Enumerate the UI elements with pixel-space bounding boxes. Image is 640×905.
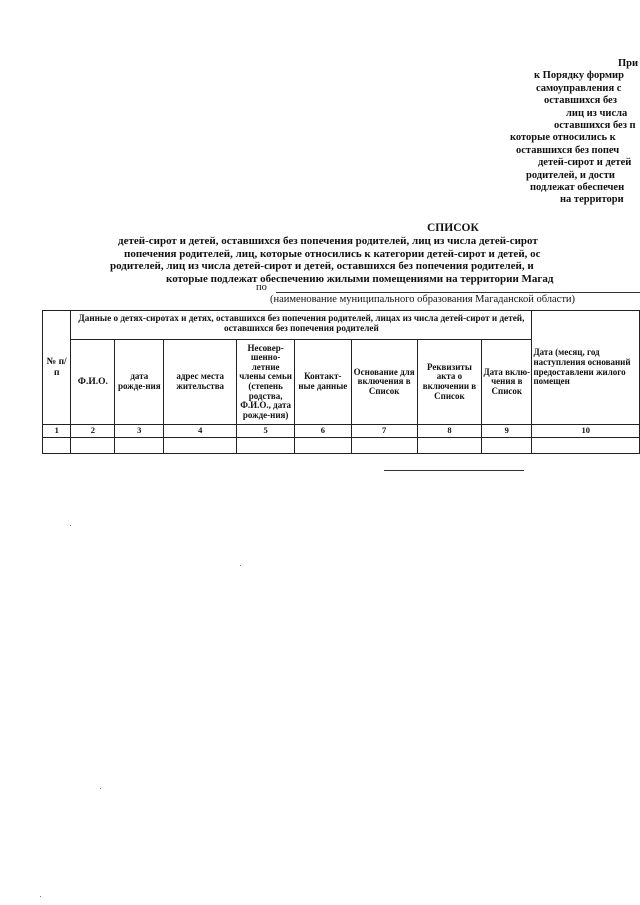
appendix-line: детей-сирот и детей (538, 157, 632, 169)
appendix-line: При (618, 58, 639, 69)
appendix-block (500, 58, 640, 207)
title-line: попечения родителей, лиц, которые относились к категории детей-сирот и детей, ос (124, 247, 541, 260)
title-line: родителей, лиц из числа детей-сирот и детей, оставшихся без попечения родителей, и (110, 260, 534, 273)
column-number: 7 (351, 425, 417, 438)
table-cell (115, 438, 164, 454)
table-cell (417, 438, 481, 454)
column-number: 2 (71, 425, 115, 438)
table-cell (295, 438, 351, 454)
appendix-line: оставшихся без (544, 95, 617, 107)
scan-speck (40, 896, 41, 897)
document-title (110, 222, 640, 285)
table-cell (71, 438, 115, 454)
title-line: которые подлежат обеспечению жилыми помещениями на территории Магад (166, 272, 554, 285)
table-cell (351, 438, 417, 454)
table-cell (237, 438, 295, 454)
appendix-line: которые относились к (510, 132, 616, 144)
appendix-line: оставшихся без п (554, 120, 636, 132)
appendix-line: родителей, и дости (526, 169, 615, 181)
scan-speck (70, 525, 71, 526)
column-number: 8 (417, 425, 481, 438)
title-heading: СПИСОК (427, 222, 479, 234)
col-last-header: Дата (месяц, год наступления оснований предоставлени жилого помещен (532, 311, 640, 425)
po-label: по (256, 282, 267, 293)
column-number: 5 (237, 425, 295, 438)
appendix-line: лиц из числа (566, 107, 628, 119)
table-cell (532, 438, 640, 454)
municipality-caption: (наименование муниципального образования Магаданской области) (270, 294, 576, 305)
col-contacts-header: Контакт-ные данные (295, 340, 351, 425)
col-basis-header: Основание для включения в Список (351, 340, 417, 425)
col-date-header: Дата вклю-чения в Список (482, 340, 532, 425)
scan-speck (100, 788, 101, 789)
col-num-header: № п/п (43, 311, 71, 425)
col-birth-header: дата рожде-ния (115, 340, 164, 425)
col-address-header: адрес места жительства (164, 340, 237, 425)
appendix-line: подлежат обеспечен (530, 182, 625, 194)
numbering-row (43, 425, 640, 438)
appendix-line: на территори (560, 194, 624, 206)
appendix-line: к Порядку формир (534, 70, 624, 82)
table-cell (164, 438, 237, 454)
col-fio-header: Ф.И.О. (71, 340, 115, 425)
table-row (43, 438, 640, 454)
column-number: 1 (43, 425, 71, 438)
col-act-header: Реквизиты акта о включении в Список (417, 340, 481, 425)
column-number: 4 (164, 425, 237, 438)
signature-line (384, 470, 524, 471)
column-number: 3 (115, 425, 164, 438)
municipality-fill-line (276, 292, 640, 293)
title-line: детей-сирот и детей, оставшихся без попечения родителей, лиц из числа детей-сирот (118, 235, 538, 248)
column-number: 6 (295, 425, 351, 438)
col-family-header: Несовер-шенно-летние члены семьи (степень родства, Ф.И.О., дата рожде-ния) (237, 340, 295, 425)
column-number: 9 (482, 425, 532, 438)
table-cell (482, 438, 532, 454)
group-header: Данные о детях-сиротах и детях, оставшихся без попечения родителей, лицах из числа детей-сирот и детей, оставшихся без попечения родителей (71, 311, 532, 340)
column-number: 10 (532, 425, 640, 438)
table-cell (43, 438, 71, 454)
appendix-line: оставшихся без попеч (516, 144, 620, 156)
list-table (42, 310, 640, 454)
appendix-line: самоуправления с (536, 82, 622, 94)
scan-speck (240, 565, 241, 566)
